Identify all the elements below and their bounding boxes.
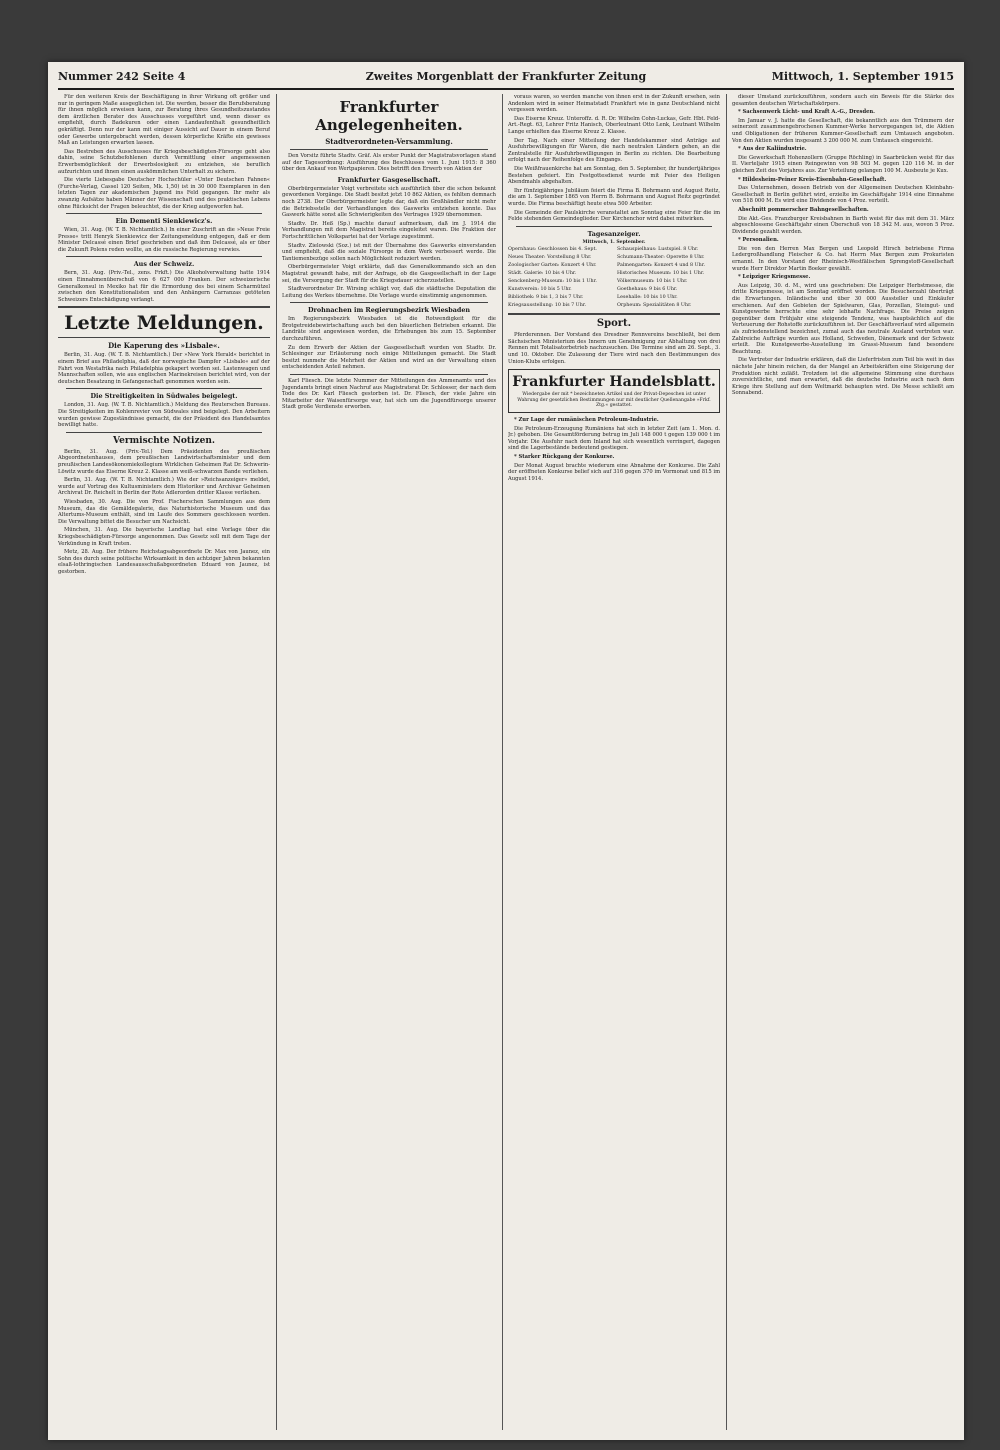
- article-paragraph: Bern, 31. Aug. (Priv.-Tel., zens. Frkft.) Die Alkoholverwaltung hatte 1914 einen Einnahmenüberschuß von 6 627 000 Franken. Der schweizerische Generalkonsul in Mexiko hat für die Ermordung des bei einem Scharmützel zwischen den Konstitutionalisten und den Anhängern Carranzas getöteten Schweizers Entschädigung verlangt.: [58, 270, 270, 303]
- article-paragraph: Oberbürgermeister Voigt verbreitete sich ausführlich über die schon bekannt gewordenen Vorgänge. Die Stadt besitzt jetzt 10 862 Aktien, es fehlten demnach noch 2738. Der Oberbürgermeister legte dar, daß ein Großhändler nicht mehr die Betriebsstelle der Verhandlungen des Gaswerks entziehen konnte. Das Gaswerk hätte sonst alle Schwierigkeiten des Vertrages 1929 übernommen.: [282, 185, 496, 219]
- article-paragraph: Pferderennen. Der Vorstand des Dresdner Rennvereins beschließt, bei dem Sächsischen Ministerium des Innern um Genehmigung zur Abhaltung von drei Rennen mit Totalisatorbetrieb nachzusuchen. Die Termine sind am 26. Sept., 3. und 10. Oktober. Die Zulassung der Tiere wird nach den Bestimmungen des Union-Klubs erfolgen.: [508, 332, 720, 365]
- column-4: [732, 94, 954, 1432]
- tagesanzeiger-entry: Lesehalle: 10 bis 10 Uhr.: [617, 295, 678, 301]
- headline-handelsblatt: Frankfurter Handelsblatt.: [512, 374, 716, 391]
- divider: [508, 313, 720, 315]
- article-paragraph: Zu dem Erwerb der Aktien der Gasgesellschaft wurden von Stadtv. Dr. Schlesinger zur Erläuterung noch einige Mitteilungen gemacht. Die Stadt besitzt nunmehr die Mehrheit der Aktien und wird an der Verwaltung einen entscheidenden Anteil nehmen.: [282, 344, 496, 371]
- article-paragraph: Die Vertreter der Industrie erklären, daß die Lieferfristen zum Teil bis weit in das nächste Jahr hinein reichen, da der Mangel an Arbeitskräften eine Steigerung der Produktion nicht zuläßt. Trotzdem ist die allgemeine Stimmung eine durchaus zuversichtliche, und man erwartet, daß die deutsche Industrie auch nach dem Kriege ihre Stellung auf dem Weltmarkt behaupten wird. Die Messe schließt am Sonnabend.: [732, 357, 954, 397]
- tagesanzeiger-entry: Neues Theater: Vorstellung 8 Uhr.: [508, 255, 592, 261]
- article-paragraph: Der Monat August brachte wiederum eine Abnahme der Konkurse. Die Zahl der eröffneten Konkurse belief sich auf 316 gegen 370 im Vormonat und 815 im August 1914.: [508, 462, 720, 482]
- article-paragraph: Stadtv. Zielowski (Soz.) ist mit der Übernahme des Gaswerks einverstanden und empfiehlt, daß die soziale Fürsorge in dem Werk verbessert werde. Die Tantiemenbezüge sollen nach Möglichkeit reduziert werden.: [282, 242, 496, 262]
- headline-frankfurter-angelegenheiten: Frankfurter Angelegenheiten.: [315, 98, 463, 134]
- article-paragraph: Wien, 31. Aug. (W. T. B. Nichtamtlich.) In einer Zuschrift an die »Neue Freie Presse« tritt Henryk Sienkiewicz der Zeitungsmeldung entgegen, daß er dem Minister Delcassé einen Brief geschrieben und daß ihm Delcassé, als er über die Zukunft Polens reden wollte, an die russische Regierung verwies.: [58, 227, 270, 253]
- handelsblatt-box: [508, 369, 720, 413]
- column-rule: [276, 94, 277, 1430]
- article-paragraph: Für den weiteren Kreis der Beschäftigung in ihrer Wirkung oft größer und nur in geringem Maße ausgeglichen ist. Die werden, besser die Berufsberatung für ihnen möglich erweisen kann, zur Beratung ihres Gesundheitszustandes dem ärztlichen Berater des Ausschusses vorgeführt und, wenn dieser es empfiehlt, durch Badekuren oder einen Landaufenthalt gesundheitlich gekräftigt. Denn nur der kann mit einiger Aussicht auf Dauer in einem Beruf oder Gewerbe untergebracht werden, dessen körperliche Kräfte ein gewisses Maß an Leistungen erwarten lassen.: [58, 94, 270, 147]
- subheadline-kreis-eisenbahn: * Hildesheim-Peiner Kreis-Eisenbahn-Gesellschaft.: [738, 176, 887, 183]
- subheadline-kriegsmesse: * Leipziger Kriegsmesse.: [738, 274, 811, 281]
- divider: [516, 226, 712, 227]
- issue-date: Mittwoch, 1. September 1915: [771, 70, 954, 83]
- tagesanzeiger-entry: Schumann-Theater: Operette 8 Uhr.: [617, 255, 705, 261]
- tagesanzeiger-list: [508, 247, 720, 309]
- article-paragraph: London, 31. Aug. (W. T. B. Nichtamtlich.) Meldung des Reuterschen Bureaus. Die Streitigkeiten im Kohlenrevier von Südwales sind beigelegt. Den Arbeitern wurden gewisse Zugeständnisse gemacht, die der Präsident des Handelsamtes bewilligt hatte.: [58, 402, 270, 429]
- column-rule: [502, 94, 503, 1430]
- article-paragraph: Die Gewerkschaft Hohenzollern (Gruppe Röchling) in Saarbrücken weist für das II. Vierteljahr 1915 einen Reingewinn von 98 503 M. gegen 120 116 M. in der gleichen Zeit des Vorjahres aus. Zur Verteilung gelangen 100 M. Ausbeute je Kux.: [732, 154, 954, 174]
- article-paragraph: Metz, 28. Aug. Der frühere Reichstagsabgeordnete Dr. Max von Jaunez, ein Sohn des durch seine politische Wirksamkeit in den achtziger Jahren bekannten elsaß-lothringischen Landesausschußabgeordneten Eduard von Jaunez, ist gestorben.: [58, 549, 270, 575]
- headline-letzte-meldungen: Letzte Meldungen.: [64, 312, 264, 335]
- tagesanzeiger-entry: Senckenberg-Museum: 10 bis 1 Uhr.: [508, 279, 597, 285]
- headline-wiesbaden: Drohnachen im Regierungsbezirk Wiesbaden: [307, 306, 471, 315]
- article-paragraph: Stadtverordneter Dr. Wirsing schlägt vor, daß die städtische Deputation die Leitung des Werkes übernehme. Die Vorlage wurde einstimmig angenommen.: [282, 286, 496, 299]
- divider: [290, 302, 488, 303]
- subheadline-petroleum: * Zur Lage der rumänischen Petroleum-Industrie.: [514, 417, 659, 424]
- article-paragraph: Ihr fünfzigjähriges Jubiläum feiert die Firma B. Bohrmann und August Reitz, die am 1. September 1865 von Herrn B. Bohrmann und August Reitz gegründet wurde. Die Firma beschäftigt heute etwa 500 Arbeiter.: [508, 187, 720, 207]
- tagesanzeiger-entry: Palmengarten: Konzert 4 und 8 Uhr.: [617, 263, 705, 269]
- headline-dementi: Ein Dementi Sienkiewicz's.: [115, 217, 213, 226]
- column-3: [508, 94, 720, 1432]
- divider: [66, 213, 262, 214]
- divider: [66, 432, 262, 433]
- subheadline-kaliindustrie: * Aus der Kaliindustrie.: [738, 146, 807, 153]
- article-paragraph: Die Petroleum-Erzeugung Rumäniens hat sich in letzter Zeit (am 1. Mon. d. Jr.) gehoben. Die Gesamtförderung betrug im Juli 148 000 t gegen 139 000 t im Vorjahr. Die Ausfuhr nach dem Inland hat sich wesentlich verringert, dagegen sind die Lagerbestände bedeutend gestiegen.: [508, 425, 720, 452]
- divider: [66, 388, 262, 389]
- article-paragraph: Berlin, 31. Aug. (W. T. B. Nichtamtlich.) Der »New York Herald« berichtet in einem Brief aus Philadelphia, daß der norwegische Dampfer »Lisbale« auf der Fahrt von Westafrika nach Philadelphia gekapert worden sei. Lastenwagen und Mannschaften sollen, wie aus englischen Marinekreisen berichtet wird, von der deutschen Besatzung in Gefangenschaft genommen worden sein.: [58, 352, 270, 385]
- article-paragraph: Berlin, 31. Aug. (Priv.-Tel.) Dem Präsidenten des preußischen Abgeordnetenhauses, dem preußischen Landwirtschaftsminister und dem preußischen Landesökonomiekollegium Wirklichen Geheimen Rat Dr. Schwerin-Löwitz wurde das Eiserne Kreuz 2. Klasse am weiß-schwarzen Bande verliehen.: [58, 448, 270, 475]
- article-paragraph: Das Eiserne Kreuz. Unteroffz. d. R. Dr. Wilhelm Cohn-Luckas, Gefr. Hbt. Feld-Art.-Regt. 63, Lehrer Fritz Hanisch, Oberleutnant Otto Lenk, Leutnant Wilhelm Lange erhielten das Eiserne Kreuz 2. Klasse.: [508, 115, 720, 135]
- header-rule: [58, 88, 954, 90]
- article-paragraph: Die Akt.-Ges. Franzburger Kreisbahnen in Barth weist für das mit dem 31. März abgeschlossene Geschäftsjahr einen Überschuß von 18 342 M. aus, wovon 5 Proz. Dividende gezahlt werden.: [732, 215, 954, 235]
- article-paragraph: München, 31. Aug. Die bayerische Landtag hat eine Vorlage über die Kriegsbeschädigten-Fürsorge angenommen. Das Gesetz soll mit dem Tage der Verkündung in Kraft treten.: [58, 527, 270, 547]
- article-paragraph: dieser Umstand zurückzuführen, sondern auch ein Beweis für die Stärke des gesamten deutschen Wirtschaftskörpers.: [732, 94, 954, 107]
- divider: [290, 149, 488, 150]
- article-paragraph: Das Unternehmen, dessen Betrieb von der Allgemeinen Deutschen Kleinbahn-Gesellschaft in Berlin geführt wird, erzielte im Geschäftsjahr 1914 eine Einnahme von 518 000 M. Es wird eine Dividende von 4 Proz. verteilt.: [732, 185, 954, 205]
- article-paragraph: Stadtv. Dr. Heß (Sp.) machte darauf aufmerksam, daß im J. 1914 die Verhandlungen mit dem Magistrat bereits eingeleitet waren. Die Fraktion der Fortschrittlichen Volkspartei hat der Vorlage zugestimmt.: [282, 220, 496, 240]
- article-paragraph: Aus Leipzig, 30. d. M., wird uns geschrieben: Die Leipziger Herbstmesse, die dritte Kriegsmesse, ist am Sonntag eröffnet worden. Die Besucherzahl überträgt die Erwartungen. Inländische und über 30 000 Aussteller und Einkäufer erschienen. Auf den Gebieten der Spielwaren, Glas, Porzellan, Steingut- und Kunstgewerbe herrschte eine sehr lebhafte Nachfrage. Die Preise zeigen gegenüber dem Frühjahr eine steigende Tendenz, was hauptsächlich auf die Verteuerung der Rohstoffe zurückzuführen ist. Der Geschäftsverlauf wird allgemein als zufriedenstellend bezeichnet, zumal auch das neutrale Ausland vertreten war. Zahlreiche Aufträge wurden aus Holland, Schweden, Dänemark und der Schweiz erteilt. Die Kunstgewerbe-Ausstellung im Grassi-Museum fand besondere Beachtung.: [732, 282, 954, 355]
- divider: [290, 374, 488, 375]
- issue-number: Nummer 242 Seite 4: [58, 70, 186, 83]
- tagesanzeiger-entry: Völkermuseum: 10 bis 1 Uhr.: [617, 279, 688, 285]
- article-paragraph: Die vierte Liebesgabe Deutscher Hochschüler »Unter Deutschen Fahnen« (Furche-Verlag, Cassel 120 Seiten, Mk. 1,50) ist in 30 000 Exemplaren in den letzten Tagen zur akademischen Jugend ins Feld gegangen. Ihr mehr als zwanzig Aufsätze haben Männer der Wissenschaft und des praktischen Lebens ohne Rücksicht der Fragen beleuchtet, die der Krieg aufgeworfen hat.: [58, 177, 270, 210]
- newspaper-title: Zweites Morgenblatt der Frankfurter Zeitung: [365, 70, 647, 83]
- article-paragraph: Den Vorsitz führte Stadtv. Gräf. Als erster Punkt der Magistratsvorlagen stand auf der Tagesordnung: Ausführung des Beschlusses vom 1. Juni 1915: 8 360 über den Ankauf von Wertpapieren. Dies betrifft den Erwerb von Aktien der: [282, 153, 496, 173]
- tagesanzeiger-entry: Bibliothek: 9 bis 1, 3 bis 7 Uhr.: [508, 295, 584, 301]
- divider: [58, 337, 270, 338]
- tagesanzeiger-entry: Orpheum: Spezialitäten 8 Uhr.: [617, 303, 692, 309]
- article-paragraph: Der Tag. Nach einer Mitteilung der Handelskammer sind Anträge auf Ausfuhrbewilligungen für Waren, die nach neutralen Ländern gehen, an die Zentralstelle für Ausfuhrbewilligungen in Berlin zu richten. Die Bearbeitung erfolgt nach der Reihenfolge des Eingangs.: [508, 137, 720, 164]
- article-paragraph: Die Weißfrauenkirche hat am Sonntag, den 5. September, ihr hundertjähriges Bestehen gefeiert. Ein Festgottesdienst wurde mit Feier des Heiligen Abendmahls abgehalten.: [508, 165, 720, 186]
- article-paragraph: Die Gemeinde der Paulskirche veranstaltet am Sonntag eine Feier für die im Felde stehenden Gemeindeglieder. Der Kirchenchor wird dabei mitwirken.: [508, 209, 720, 223]
- headline-schweiz: Aus der Schweiz.: [133, 260, 195, 269]
- newspaper-page: [48, 62, 964, 1440]
- headline-lisbale: Die Kaperung des »Lisbale«.: [108, 341, 220, 351]
- tagesanzeiger-entry: Historisches Museum: 10 bis 1 Uhr.: [617, 271, 705, 277]
- headline-stadtverordneten: Stadtverordneten-Versammlung.: [325, 137, 453, 146]
- subheadline-personalien: * Personalien.: [738, 237, 779, 244]
- subheadline-konkurse: * Starker Rückgang der Konkurse.: [514, 454, 615, 460]
- headline-sport: Sport.: [596, 318, 632, 330]
- tagesanzeiger-date: Mittwoch, 1. September.: [582, 239, 646, 245]
- headline-gasgesellschaft: Frankfurter Gasgesellschaft.: [337, 175, 441, 184]
- article-paragraph: Karl Fliesch. Die letzte Nummer der Mitteilungen des Ammenamts und des Jugendamts bringt einen Nachruf aus Magistratsrat Dr. Schlosser, der nach dem Tode des Dr. Karl Fliesch gestorben ist. Dr. Fliesch, der viele Jahre ein Mitarbeiter der Waisenfürsorge war, hat sich um die Jugendfürsorge unserer Stadt große Verdienste erworben.: [282, 378, 496, 411]
- tagesanzeiger-entry: Schauspielhaus: Lustspiel. 8 Uhr.: [617, 247, 699, 253]
- tagesanzeiger-entry: Zoologischer Garten: Konzert 4 Uhr.: [508, 263, 597, 269]
- article-paragraph: Wiesbaden, 30. Aug. Die von Prof. Fischerschen Sammlungen aus dem Museum, das die Gemäldegalerie, das Naturhistorische Museum und das Altertums-Museum enthält, sind im Laufe des Sommers geschlossen worden. Die Verwaltung bittet die Besucher um Nachsicht.: [58, 498, 270, 525]
- subheadline-sachsenwerk: * Sachsenwerk Licht- und Kraft A.-G., Dresden.: [738, 109, 875, 116]
- page-header: [58, 70, 954, 86]
- divider: [66, 256, 262, 257]
- column-1: [58, 94, 270, 1432]
- tagesanzeiger-entry: Kriegsausstellung: 10 bis 7 Uhr.: [508, 303, 587, 309]
- column-rule: [726, 94, 727, 1430]
- headline-vermischte-notizen: Vermischte Notizen.: [113, 435, 215, 446]
- article-paragraph: Berlin, 31. Aug. (W. T. B. Nichtamtlich.) Wie der »Reichsanzeiger« meldet, wurde auf Vortrag des Kultusministers dem Historiker und Archivar Geheimen Archivrat Dr. Reichelt in Berlin der Rote Adlerorden dritter Klasse verliehen.: [58, 477, 270, 497]
- article-paragraph: Im Regierungsbezirk Wiesbaden ist die Rotwendigkeit für die Brotgetreidebewirtschaftung auch bei den bäuerlichen Betrieben erkannt. Die Landräte sind angewiesen worden, die Erhebungen bis zum 15. September durchzuführen.: [282, 316, 496, 343]
- divider: [58, 306, 270, 308]
- handelsblatt-note: Wiedergabe der mit * bezeichneten Artikel und der Privat-Depeschen ist unter Wahrung der gesetzlichen Bestimmungen nur mit deutlicher Quellenangabe »Frkf. Ztg.« gestattet.: [517, 392, 711, 409]
- tagesanzeiger-entry: Opernhaus: Geschlossen bis 4. Sept.: [508, 247, 597, 253]
- article-paragraph: Oberbürgermeister Voigt erklärte, daß das Generalkommando sich an den Magistrat gewandt habe, mit der Anfrage, ob die Gasgesellschaft in der Lage sei, die Versorgung der Stadt für die Kriegsdauer sicherzustellen.: [282, 264, 496, 284]
- tagesanzeiger-entry: Städt. Galerie: 10 bis 4 Uhr.: [508, 271, 577, 277]
- tagesanzeiger-entry: Goethehaus: 9 bis 6 Uhr.: [617, 287, 678, 293]
- headline-suedwales: Die Streitigkeiten in Südwales beigelegt.: [90, 392, 238, 401]
- article-paragraph: Im Januar v. J. hatte die Gesellschaft, die bekanntlich aus den Trümmern der seinerzeit zusammengebrochenen Kummer-Werke hervorgegangen ist, die Aktien und Obligationen der früheren Kummer-Gesellschaft zum Umtausch angeboten. Von den Aktien wurden insgesamt 3 200 000 M. zum Umtausch eingereicht.: [732, 117, 954, 144]
- tagesanzeiger-entry: Kunstverein: 10 bis 5 Uhr.: [508, 287, 572, 293]
- column-2: [282, 94, 496, 1432]
- headline-tagesanzeiger: Tagesanzeiger.: [587, 229, 641, 238]
- subheadline-bahngesellschaften: Abschnitt pommerscher Bahngesellschaften.: [738, 206, 869, 213]
- article-paragraph: voraus waren, so werden manche von ihnen erst in der Zukunft ersehen, sein Andenken wird in seiner Heimatstadt Frankfurt wie in ganz Deutschland nicht vergessen werden.: [508, 94, 720, 114]
- article-paragraph: Das Bestreben des Ausschusses für Kriegsbeschädigten-Fürsorge geht also dahin, seine Schutzbefohlenen durch Vermittlung einer angemessenen Erwerbsmöglichkeit der Erwerbslosigkeit zu entziehen, sie beruflich aufzurichten und ihnen einen auskömmlichen Unterhalt zu sichern.: [58, 148, 270, 175]
- article-paragraph: Die von den Herren Max Bergen und Leopold Hirsch betriebene Firma Ledergroßhandlung Fleischer & Co. hat Herrn Max Bergen zum Prokuristen ernannt. In den Vorstand der Rheinisch-Westfälischen Sprengstoff-Gesellschaft wurde Herr Direktor Martin Boeker gewählt.: [732, 245, 954, 272]
